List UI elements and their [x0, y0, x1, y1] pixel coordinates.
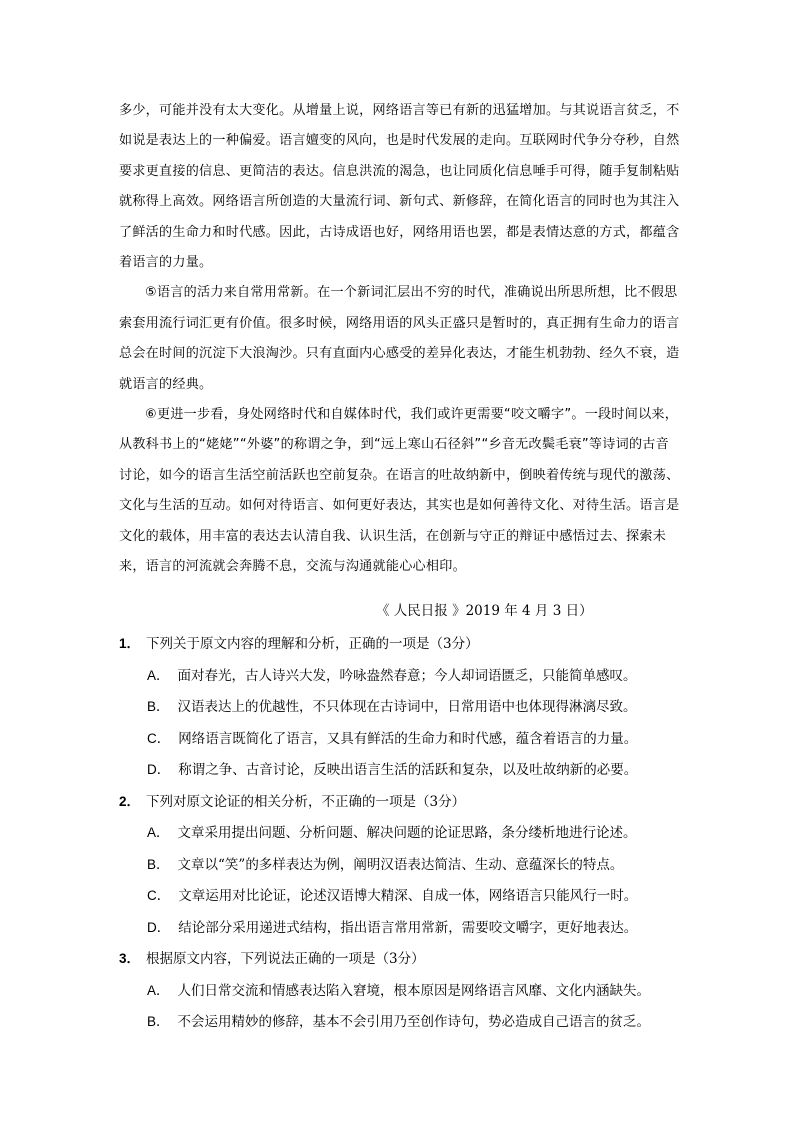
option-d[interactable]: [119, 912, 699, 944]
question-1: [119, 628, 699, 786]
option-letter: D．: [147, 762, 171, 777]
option-text: 文章运用对比论证，论述汉语博大精深、自成一体，网络语言只能风行一时。: [178, 888, 638, 904]
question-number: 2．: [119, 793, 141, 809]
option-a[interactable]: [119, 817, 699, 849]
option-d[interactable]: [119, 754, 699, 786]
option-text: 文章以“笑”的多样表达为例，阐明汉语表达简洁、生动、意蕴深长的特点。: [177, 856, 624, 873]
option-a[interactable]: [119, 660, 699, 692]
passage-paragraph-continued: 多少，可能并没有太大变化。从增量上说，网络语言等已有新的迅猛增加。与其说语言贫乏，不如说是表达上的一种偏爱。语言嬗变的风向，也是时代发展的走向。互联网时代争分夺秒，自然要求更直接的信息、更简洁的表达。信息洪流的渴急，也让同质化信息唾手可得，随手复制粘贴就称得上高效。网络语言所创造的大量流行词、新句式、新修辞，在简化语言的同时也为其注入了鲜活的生命力和时代感。因此，古诗成语也好，网络用语也罢，都是表情达意的方式，都蕴含着语言的力量。: [119, 103, 680, 271]
option-text: 人们日常交流和情感表达陷入窘境，根本原因是网络语言风靡、文化内涵缺失。: [177, 982, 651, 999]
passage-paragraph-6: ⑥更进一步看，身处网络时代和自媒体时代，我们或许更需要“咬文嚼字”。一段时间以来，从教科书上的“姥姥”“外婆”的称谓之争，到“远上寒山石径斜”“乡音无改鬓毛衰”等诗词的古音讨论，如今的语言生活空前活跃也空前复杂。在语言的吐故纳新中，倒映着传统与现代的激荡、文化与生活的互动。如何对待语言、如何更好表达，其实也是如何善待文化、对待生活。语言是文化的载体，用丰富的表达去认清自我、认识生活，在创新与守正的辩证中感悟过去、探索未来，语言的河流就会奔腾不息，交流与沟通就能心心相印。: [119, 407, 680, 575]
question-stem: [119, 628, 699, 660]
option-letter: C．: [147, 888, 171, 903]
question-text: 下列关于原文内容的理解和分析，正确的一项是（3分）: [146, 636, 479, 652]
option-text: 文章采用提出问题、分析问题、解决问题的论证思路，条分缕析地进行论述。: [177, 825, 637, 841]
option-b[interactable]: [119, 1006, 699, 1038]
option-text: 网络语言既简化了语言，又具有鲜活的生命力和时代感，蕴含着语言的力量。: [178, 730, 638, 747]
option-c[interactable]: [119, 880, 699, 912]
question-number: 3．: [119, 951, 141, 966]
option-letter: B．: [147, 1014, 170, 1029]
passage-source: 《 人民日报 》2019 年 4 月 3 日）: [376, 603, 593, 619]
question-stem: [119, 943, 699, 975]
option-letter: A．: [147, 982, 170, 998]
option-letter: D．: [147, 919, 171, 935]
passage-paragraph-5: ⑤语言的活力来自常用常新。在一个新词汇层出不穷的时代，准确说出所思所想，比不假思索套用流行词汇更有价值。很多时候，网络用语的风头正盛只是暂时的，真正拥有生命力的语言总会在时间的沉淀下大浪淘沙。只有直面内心感受的差异化表达，才能生机勃勃、经久不衰，造就语言的经典。: [119, 285, 680, 392]
option-letter: A．: [147, 825, 170, 840]
option-letter: B．: [147, 699, 170, 714]
option-c[interactable]: [119, 723, 699, 755]
option-text: 结论部分采用递进式结构，指出语言常用常新，需要咬文嚼字，更好地表达。: [178, 919, 638, 936]
question-2: [119, 786, 699, 944]
option-text: 面对春光，古人诗兴大发，吟咏盎然春意；今人却词语匮乏，只能简单感叹。: [177, 667, 637, 684]
option-letter: B．: [147, 856, 170, 872]
option-letter: C．: [147, 730, 171, 746]
option-b[interactable]: [119, 849, 699, 881]
option-b[interactable]: [119, 691, 699, 723]
question-text: 根据原文内容，下列说法正确的一项是（3分）: [146, 951, 425, 967]
option-letter: A．: [147, 667, 170, 683]
option-text: 不会运用精妙的修辞，基本不会引用乃至创作诗句，势必造成自己语言的贫乏。: [177, 1014, 651, 1030]
option-text: 称谓之争、古音讨论，反映出语言生活的活跃和复杂，以及吐故纳新的必要。: [178, 762, 638, 778]
question-stem: [119, 786, 699, 818]
reading-passage: [119, 96, 680, 583]
question-text: 下列对原文论证的相关分析，不正确的一项是（3分）: [146, 793, 466, 810]
question-3: [119, 943, 699, 1038]
question-list: [119, 628, 699, 1038]
question-number: 1．: [119, 636, 141, 651]
option-text: 汉语表达上的优越性，不只体现在古诗词中，日常用语中也体现得淋漓尽致。: [177, 699, 637, 715]
option-a[interactable]: [119, 975, 699, 1007]
